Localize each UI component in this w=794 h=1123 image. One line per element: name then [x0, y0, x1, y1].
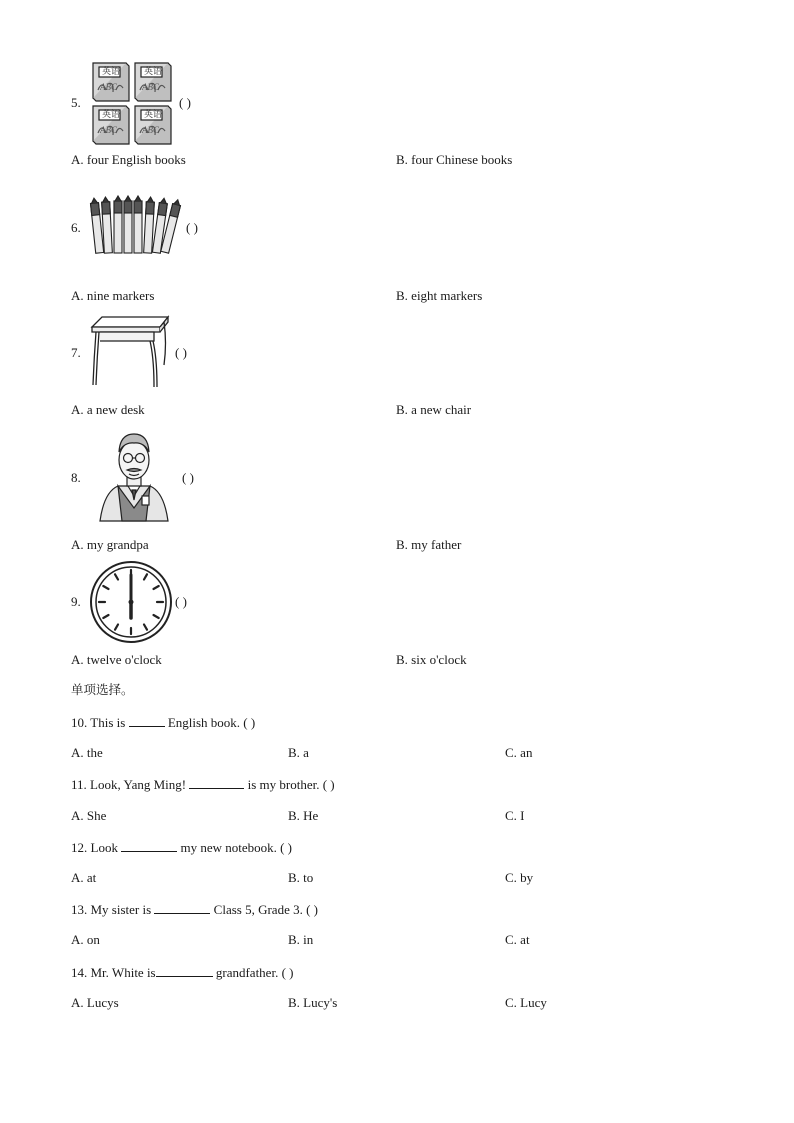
question-text: English book. ( ) — [164, 715, 256, 730]
option-a: A. four English books — [71, 152, 186, 167]
option-a: A. a new desk — [71, 402, 145, 417]
book-label-1: 英语 — [102, 67, 121, 77]
question-7-number: 7. — [71, 345, 81, 360]
desk-icon — [88, 313, 174, 389]
option-b: B. a new chair — [396, 402, 472, 417]
grandpa-icon — [96, 430, 172, 522]
question-text: 13. My sister is — [71, 902, 155, 917]
option-b: B. four Chinese books — [396, 152, 513, 167]
question-text: 11. Look, Yang Ming! — [71, 777, 190, 792]
question-6-number: 6. — [71, 220, 81, 235]
question-text: 12. Look — [71, 840, 122, 855]
answer-blank[interactable]: ( ) — [182, 470, 194, 485]
option-b: B. my father — [396, 537, 462, 552]
question-text: 10. This is — [71, 715, 129, 730]
option-a: A. She — [71, 808, 107, 823]
option-b: B. Lucy's — [288, 995, 338, 1010]
question-10 — [71, 714, 255, 731]
book-label-2: 英语 — [144, 67, 163, 77]
question-text: is my brother. ( ) — [244, 777, 335, 792]
question-text: 14. Mr. White is — [71, 965, 156, 980]
question-text: Class 5, Grade 3. ( ) — [210, 902, 319, 917]
option-a: A. Lucys — [71, 995, 119, 1010]
option-a: A. my grandpa — [71, 537, 149, 552]
question-9-number: 9. — [71, 594, 81, 609]
fill-blank[interactable] — [189, 776, 244, 789]
answer-blank[interactable]: ( ) — [186, 220, 198, 235]
option-b: B. eight markers — [396, 288, 483, 303]
option-a: A. at — [71, 870, 97, 885]
question-11 — [71, 776, 335, 793]
option-b: B. to — [288, 870, 314, 885]
option-a: A. the — [71, 745, 103, 760]
option-c: C. I — [505, 808, 525, 823]
fill-blank[interactable] — [156, 964, 213, 977]
book-letters-2: ABC — [142, 82, 159, 92]
answer-blank[interactable]: ( ) — [175, 345, 187, 360]
book-letters-1: ABC — [100, 82, 117, 92]
fill-blank[interactable] — [154, 901, 210, 914]
question-text: my new notebook. ( ) — [177, 840, 293, 855]
answer-blank[interactable]: ( ) — [179, 95, 191, 110]
clock-icon — [89, 560, 173, 644]
option-c: C. at — [505, 932, 530, 947]
option-a: A. twelve o'clock — [71, 652, 162, 667]
option-b: B. in — [288, 932, 314, 947]
option-a: A. nine markers — [71, 288, 155, 303]
option-c: C. an — [505, 745, 533, 760]
option-c: C. by — [505, 870, 534, 885]
option-a: A. on — [71, 932, 100, 947]
question-8-number: 8. — [71, 470, 81, 485]
book-letters-3: ABC — [100, 125, 117, 135]
book-letters-4: ABC — [142, 125, 159, 135]
answer-blank[interactable]: ( ) — [175, 594, 187, 609]
question-5-number: 5. — [71, 95, 81, 110]
option-b: B. six o'clock — [396, 652, 467, 667]
option-b: B. He — [288, 808, 319, 823]
book-label-3: 英语 — [102, 110, 121, 120]
option-c: C. Lucy — [505, 995, 547, 1010]
question-14 — [71, 964, 293, 981]
section-title: 单项选择。 — [71, 682, 134, 697]
question-13 — [71, 901, 318, 918]
fill-blank[interactable] — [121, 839, 177, 852]
fill-blank[interactable] — [129, 714, 165, 727]
question-12 — [71, 839, 292, 856]
markers-icon — [90, 197, 182, 259]
question-text: grandfather. ( ) — [212, 965, 294, 980]
option-b: B. a — [288, 745, 309, 760]
book-label-4: 英语 — [144, 110, 163, 120]
